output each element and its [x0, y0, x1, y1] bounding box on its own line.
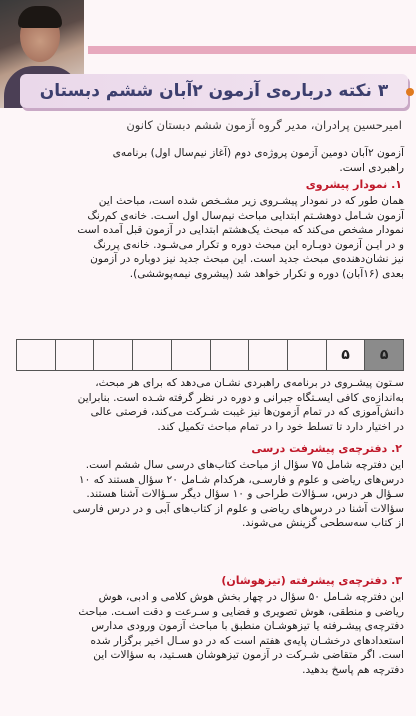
text-line: بعدی (۱۶آبان) دوره و تکرار خواهد شد (پیشروی نیمه‌پوششی). — [129, 267, 404, 280]
section-heading-progress-booklet: ۲. دفترچه‌ی پیشرفت درسی — [251, 442, 402, 455]
progress-cell — [94, 340, 133, 370]
text-line: دانش‌آموزی که در تمام آزمون‌ها نیز غیبت شـرکت می‌کند، فرصتی عالی — [90, 406, 404, 419]
text-line: همان طور که در نمودار پیشـروی زیر مشـخص شده است، مباحث این — [98, 195, 404, 207]
text-line: استعدادهای درخشـان پایه‌ی هفتم است که در دو سـال اخیر برگزار شده — [90, 634, 404, 647]
text-line: این دفترچه شـامل ۵۰ سؤال در چهار بخش هوش کلامی و ادبی، هوش — [98, 591, 404, 603]
text-line: نیز نشان‌دهنده‌ی مبحث جدید است. این مبحث جدید نیز دوباره در آزمون — [90, 253, 404, 266]
progress-cell — [17, 340, 56, 370]
text-line: از کتاب سه‌سطحی گزینش می‌شوند. — [241, 517, 404, 530]
progress-cell — [288, 340, 327, 370]
text-line: نمودار مشخص می‌کند که مبحث یک‌هشتم ابتدایی در آزمون قبل آمده است — [77, 224, 404, 237]
progress-chart — [16, 339, 404, 371]
text-line: ریاضی و منطقی، هوش تصویری و فضایی و سـرعت و دقت اسـت. مباحث — [78, 605, 404, 618]
intro-paragraph — [10, 146, 404, 175]
progress-cell — [172, 340, 211, 370]
progress-cell — [56, 340, 95, 370]
intro-line: راهبردی است. — [339, 161, 404, 174]
text-line: درس‌های ریاضی و علوم و فارسـی، هرکدام شـامل ۲۰ سؤال هستند که ۱۰ — [78, 473, 404, 486]
text-line: سؤالات آشنا در درس‌های ریاضی و علوم از کتاب‌های آبی و در درس فارسی — [72, 502, 404, 515]
text-line: در اختیار دارد تا تسلط خود را در تمام مباحث تکمیل کند. — [157, 420, 404, 433]
section2-paragraph — [10, 458, 404, 531]
progress-cell-previous: ۵ — [365, 340, 403, 370]
text-line: و در ایـن آزمون دوبـاره این مبحث دوره و تکرار می‌شـود. خانه‌ی پررنگ — [93, 238, 404, 251]
text-line: دفترچه هم پاسخ بدهید. — [302, 663, 404, 676]
progress-cell — [133, 340, 172, 370]
section3-paragraph — [10, 590, 404, 678]
progress-cell — [211, 340, 250, 370]
intro-line: آزمون ۲آبان دومین آزمون پروژه‌ی دوم (آغاز نیم‌سال اول) برنامه‌ی — [112, 147, 404, 159]
section1-paragraph-2 — [10, 376, 404, 434]
byline: امیرحسین پرادران، مدیر گروه آزمون ششم دبستان کانون — [126, 118, 402, 132]
text-line: سـؤال هر درس، سـؤالات طراحی و ۱۰ سؤال دیگر سـؤالات آشنا هستند. — [86, 488, 404, 501]
text-line: دفترچه‌ی پیشـرفته یا تیزهوشـان منطبق با مباحث آزمون ورودی مدارس — [91, 620, 404, 633]
text-line: این دفترچه شامل ۷۵ سؤال از مباحث کتاب‌های درسی سال ششم است. — [85, 459, 404, 471]
text-line: است. اگر متقاضی شـرکت در آزمون تیزهوشان هسـتید، به سؤالات این — [93, 649, 404, 662]
section-heading-advanced-booklet: ۳. دفترچه‌ی پیشرفته (تیزهوشان) — [221, 574, 402, 587]
text-line: آزمون شـامل دوهشـتم ابتدایی مباحث نیم‌سال اول اسـت. خانه‌ی کم‌رنگ — [87, 209, 404, 222]
progress-cell — [249, 340, 288, 370]
section1-paragraph — [10, 194, 404, 282]
decorative-bar — [88, 46, 416, 54]
text-line: سـتون پیشـروی در برنامه‌ی راهبردی نشـان می‌دهد که برای هر مبحث، — [95, 377, 404, 389]
progress-cell-current: ۵ — [327, 340, 366, 370]
page-title: ۳ نکته درباره‌ی آزمون ۲آبان ششم دبستان — [39, 81, 389, 101]
section-heading-progress: ۱. نمودار پیشروی — [305, 178, 402, 191]
text-line: به‌اندازه‌ی کافی ایسـتگاه جبرانی و دوره در نظر گرفته شـده است. بنابراین — [77, 391, 404, 404]
